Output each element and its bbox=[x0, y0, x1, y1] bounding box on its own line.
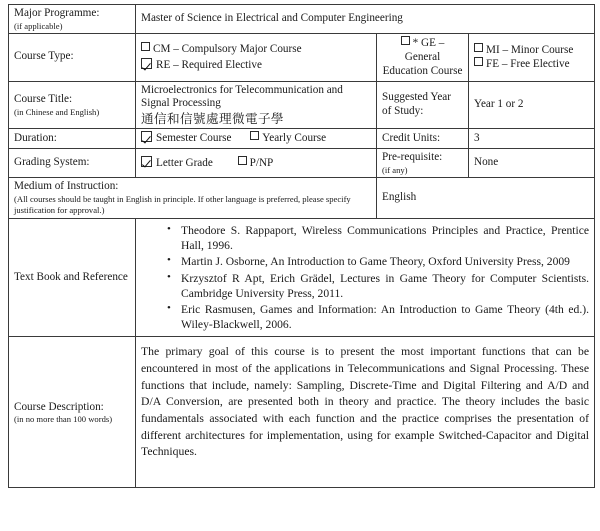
major-programme-value[interactable]: Master of Science in Electrical and Computer Engineering bbox=[136, 5, 595, 34]
textbook-list-cell bbox=[136, 218, 595, 337]
course-type-option-fe[interactable] bbox=[474, 57, 589, 72]
list-item[interactable]: • Theodore S. Rappaport, Wireless Communications Principles and Practice, Prentice Hall, 1996. bbox=[167, 223, 589, 253]
medium-of-instruction-label-cell bbox=[9, 177, 377, 218]
suggested-year-label: Suggested Year of Study: bbox=[377, 81, 469, 129]
grading-option-pnp[interactable] bbox=[238, 157, 274, 169]
grading-option-letter-grade[interactable] bbox=[141, 157, 213, 169]
medium-of-instruction-label: Medium of Instruction: bbox=[14, 179, 119, 192]
course-title-label: Course Title: bbox=[14, 93, 73, 106]
duration-option-semester-label: Semester Course bbox=[156, 132, 232, 145]
checkbox-checked-icon[interactable] bbox=[141, 131, 152, 142]
checkbox-checked-icon[interactable] bbox=[141, 156, 152, 167]
major-programme-label-cell bbox=[9, 5, 136, 34]
prerequisite-sublabel: (if any) bbox=[382, 164, 408, 175]
course-type-options-middle bbox=[377, 33, 469, 81]
prerequisite-label-cell bbox=[377, 149, 469, 178]
grading-system-label: Grading System: bbox=[9, 149, 136, 178]
list-item[interactable]: • Eric Rasmusen, Games and Information: An Introduction to Game Theory (4th ed.). Wiley-Blackwell, 2006. bbox=[167, 302, 589, 332]
course-syllabus-table bbox=[8, 4, 595, 488]
course-type-label-cell bbox=[9, 33, 136, 81]
course-description-text: The primary goal of this course is to present the most important functions that can be encountered in most of the applications in Telecommunications and Signal Processing. These functions that include, namely: Sampling, Discrete-Time and Digital Filtering and A/D and D/A Conversion, are presented both in theory and practice. The theory includes the basic fundamentals associated with each function and the practice comprises the presentation of different architectures for implementation, using for example Switched-Capacitor and Digital Techniques. bbox=[141, 345, 590, 459]
prerequisite-label: Pre-requisite: bbox=[382, 151, 443, 164]
grading-option-pnp-label: P/NP bbox=[249, 156, 274, 169]
course-title-english: Microelectronics for Telecommunication and Signal Processing bbox=[141, 83, 343, 110]
grading-system-options bbox=[136, 149, 377, 178]
course-type-option-re-label: RE – Required Elective bbox=[156, 59, 262, 72]
table-row-course-type bbox=[9, 33, 595, 81]
duration-option-semester[interactable] bbox=[141, 132, 232, 144]
textbook-reference-list bbox=[141, 223, 589, 333]
table-row-grading-system bbox=[9, 149, 595, 178]
duration-options bbox=[136, 129, 377, 149]
course-title-value-cell[interactable] bbox=[136, 81, 377, 129]
list-item[interactable]: • Krzysztof R Apt, Erich Grädel, Lectures in Game Theory for Computer Scientists. Cambridge University Press, 2011. bbox=[167, 271, 589, 301]
table-row-duration bbox=[9, 129, 595, 149]
course-type-option-cm[interactable] bbox=[141, 42, 371, 57]
checkbox-unchecked-icon[interactable] bbox=[250, 131, 259, 140]
table-row-course-title bbox=[9, 81, 595, 129]
course-type-option-cm-label: CM – Compulsory Major Course bbox=[153, 42, 302, 55]
course-type-option-ge-label: * GE – General Education Course bbox=[382, 37, 463, 77]
checkbox-unchecked-icon[interactable] bbox=[401, 36, 410, 45]
table-row-major-programme bbox=[9, 5, 595, 34]
course-type-option-re[interactable] bbox=[141, 58, 371, 73]
list-item[interactable]: • Martin J. Osborne, An Introduction to Game Theory, Oxford University Press, 2009 bbox=[167, 254, 589, 269]
prerequisite-value[interactable]: None bbox=[469, 149, 595, 178]
grading-option-letter-grade-label: Letter Grade bbox=[156, 156, 213, 169]
duration-option-yearly-label: Yearly Course bbox=[262, 132, 327, 145]
table-row-medium-of-instruction bbox=[9, 177, 595, 218]
course-type-option-mi[interactable] bbox=[474, 43, 589, 58]
textbook-label: Text Book and Reference bbox=[9, 218, 136, 337]
checkbox-unchecked-icon[interactable] bbox=[474, 57, 483, 66]
course-description-value-cell[interactable] bbox=[136, 337, 595, 488]
course-type-option-mi-label: MI – Minor Course bbox=[486, 43, 574, 56]
course-type-option-ge[interactable] bbox=[382, 36, 463, 78]
table-row-textbook bbox=[9, 218, 595, 337]
suggested-year-value[interactable]: Year 1 or 2 bbox=[469, 81, 595, 129]
course-type-options-left bbox=[136, 33, 377, 81]
duration-label: Duration: bbox=[9, 129, 136, 149]
checkbox-unchecked-icon[interactable] bbox=[238, 156, 247, 165]
credit-units-label: Credit Units: bbox=[377, 129, 469, 149]
course-title-label-cell bbox=[9, 81, 136, 129]
checkbox-unchecked-icon[interactable] bbox=[141, 42, 150, 51]
checkbox-checked-icon[interactable] bbox=[141, 58, 152, 69]
checkbox-unchecked-icon[interactable] bbox=[474, 43, 483, 52]
major-programme-label: Major Programme: bbox=[14, 7, 100, 19]
course-type-option-fe-label: FE – Free Elective bbox=[486, 58, 570, 71]
course-type-label: Course Type: bbox=[14, 50, 74, 63]
medium-of-instruction-value[interactable]: English bbox=[377, 177, 595, 218]
table-row-course-description bbox=[9, 337, 595, 488]
course-title-chinese: 通信和信號處理微電子學 bbox=[141, 111, 284, 127]
medium-of-instruction-note: (All courses should be taught in English in principle. If other language is preferred, please specify justification for approval.) bbox=[14, 193, 351, 215]
course-title-sublabel: (in Chinese and English) bbox=[14, 106, 100, 117]
duration-option-yearly[interactable] bbox=[250, 132, 326, 144]
course-type-options-right bbox=[469, 33, 595, 81]
course-description-label-cell bbox=[9, 337, 136, 488]
course-description-sublabel: (in no more than 100 words) bbox=[14, 414, 113, 425]
major-programme-sublabel: (if applicable) bbox=[14, 20, 63, 31]
course-description-label: Course Description: bbox=[14, 400, 104, 413]
credit-units-value[interactable]: 3 bbox=[469, 129, 595, 149]
